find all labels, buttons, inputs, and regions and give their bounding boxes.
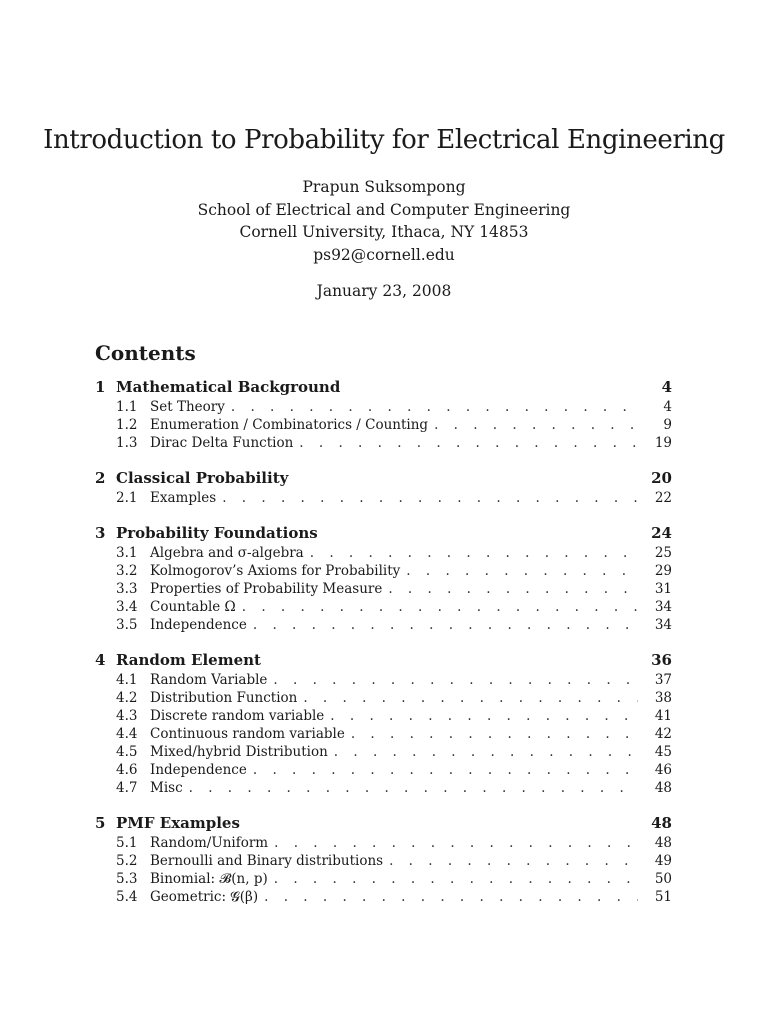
toc-subsection-row[interactable] bbox=[95, 580, 672, 598]
toc-dot-leader bbox=[189, 779, 638, 797]
toc-subsection-number: 4.3 bbox=[116, 708, 138, 724]
toc-section bbox=[95, 522, 672, 634]
toc-subsection-title: Countable Ω bbox=[150, 599, 236, 615]
toc-subsection-title: Distribution Function bbox=[150, 690, 298, 706]
toc-dot-leader bbox=[406, 562, 638, 580]
toc-subsection-number: 3.1 bbox=[116, 545, 138, 561]
toc-subsection-page: 38 bbox=[654, 690, 672, 706]
toc-subsection-row[interactable] bbox=[95, 562, 672, 580]
toc-subsection-number: 3.5 bbox=[116, 617, 138, 633]
toc-subsection-page: 41 bbox=[654, 708, 672, 724]
toc-section-row[interactable] bbox=[95, 649, 672, 671]
toc-subsection-number: 1.1 bbox=[116, 399, 138, 415]
toc-subsection-page: 19 bbox=[654, 435, 672, 451]
toc-section bbox=[95, 812, 672, 906]
toc-subsection-number: 5.1 bbox=[116, 835, 138, 851]
toc-subsection-title: Discrete random variable bbox=[150, 708, 325, 724]
toc-subsection-row[interactable] bbox=[95, 544, 672, 562]
toc-dot-leader bbox=[274, 834, 638, 852]
toc-section-page: 24 bbox=[651, 524, 672, 542]
toc-dot-leader bbox=[334, 743, 638, 761]
toc-subsection-row[interactable] bbox=[95, 725, 672, 743]
toc-subsection-page: 50 bbox=[654, 871, 672, 887]
author-university: Cornell University, Ithaca, NY 14853 bbox=[239, 223, 529, 241]
toc-dot-leader bbox=[389, 852, 638, 870]
toc-subsection-page: 22 bbox=[654, 490, 672, 506]
toc-section-row[interactable] bbox=[95, 376, 672, 398]
toc-subsection-title: Continuous random variable bbox=[150, 726, 345, 742]
toc-section-number: 4 bbox=[95, 651, 106, 669]
toc-section-number: 3 bbox=[95, 524, 106, 542]
toc-section-title: Classical Probability bbox=[116, 469, 289, 487]
contents-heading: Contents bbox=[95, 341, 196, 365]
toc-subsection-page: 51 bbox=[654, 889, 672, 905]
toc-dot-leader bbox=[264, 888, 638, 906]
toc-section-title: PMF Examples bbox=[116, 814, 240, 832]
toc-subsection-page: 37 bbox=[654, 672, 672, 688]
toc-subsection-page: 31 bbox=[654, 581, 672, 597]
toc-subsection-page: 9 bbox=[663, 417, 672, 433]
toc-section-page: 20 bbox=[651, 469, 672, 487]
toc-section-number: 1 bbox=[95, 378, 106, 396]
author-school: School of Electrical and Computer Engineering bbox=[197, 200, 571, 219]
toc-subsection-title: Random/Uniform bbox=[150, 835, 269, 851]
toc-dot-leader bbox=[388, 580, 638, 598]
toc-subsection-page: 42 bbox=[654, 726, 672, 742]
table-of-contents bbox=[95, 376, 672, 921]
toc-subsection-number: 4.7 bbox=[116, 780, 138, 796]
toc-dot-leader bbox=[231, 398, 638, 416]
toc-subsection-title: Dirac Delta Function bbox=[150, 435, 294, 451]
toc-subsection-row[interactable] bbox=[95, 689, 672, 707]
toc-subsection-page: 46 bbox=[654, 762, 672, 778]
document-date: January 23, 2008 bbox=[316, 282, 452, 300]
toc-section bbox=[95, 467, 672, 507]
toc-subsection-number: 5.4 bbox=[116, 889, 138, 905]
toc-subsection-number: 1.2 bbox=[116, 417, 138, 433]
toc-subsection-page: 34 bbox=[654, 599, 672, 615]
toc-subsection-title: Geometric: 𝓖(β) bbox=[150, 889, 259, 905]
toc-dot-leader bbox=[242, 598, 638, 616]
toc-subsection-page: 34 bbox=[654, 617, 672, 633]
toc-subsection-title: Misc bbox=[150, 780, 183, 796]
toc-subsection-number: 4.5 bbox=[116, 744, 138, 760]
toc-subsection-row[interactable] bbox=[95, 398, 672, 416]
toc-subsection-row[interactable] bbox=[95, 888, 672, 906]
toc-subsection-page: 45 bbox=[654, 744, 672, 760]
toc-subsection-number: 3.3 bbox=[116, 581, 138, 597]
toc-section-page: 4 bbox=[661, 378, 672, 396]
document-title: Introduction to Probability for Electrical Engineering bbox=[43, 125, 725, 155]
toc-section-page: 36 bbox=[651, 651, 672, 669]
toc-dot-leader bbox=[253, 616, 638, 634]
toc-subsection-title: Examples bbox=[150, 490, 217, 506]
author-name: Prapun Suksompong bbox=[302, 178, 466, 196]
toc-section-number: 5 bbox=[95, 814, 106, 832]
toc-dot-leader bbox=[253, 761, 638, 779]
toc-subsection-row[interactable] bbox=[95, 416, 672, 434]
toc-subsection-title: Set Theory bbox=[150, 399, 225, 415]
toc-subsection-number: 4.6 bbox=[116, 762, 138, 778]
toc-subsection-title: Binomial: 𝓑(n, p) bbox=[150, 871, 268, 887]
toc-section-title: Mathematical Background bbox=[116, 378, 341, 396]
toc-subsection-number: 1.3 bbox=[116, 435, 138, 451]
toc-subsection-title: Algebra and σ-algebra bbox=[150, 545, 304, 561]
toc-dot-leader bbox=[434, 416, 638, 434]
toc-subsection-title: Independence bbox=[150, 617, 247, 633]
toc-section-page: 48 bbox=[651, 814, 672, 832]
toc-subsection-page: 4 bbox=[663, 399, 672, 415]
toc-section-row[interactable] bbox=[95, 522, 672, 544]
toc-subsection-number: 4.1 bbox=[116, 672, 138, 688]
toc-subsection-row[interactable] bbox=[95, 616, 672, 634]
toc-dot-leader bbox=[274, 870, 638, 888]
toc-subsection-number: 3.4 bbox=[116, 599, 138, 615]
toc-subsection-number: 3.2 bbox=[116, 563, 138, 579]
toc-subsection-row[interactable] bbox=[95, 834, 672, 852]
toc-dot-leader bbox=[351, 725, 638, 743]
toc-subsection-row[interactable] bbox=[95, 489, 672, 507]
toc-subsection-page: 48 bbox=[654, 780, 672, 796]
toc-section-row[interactable] bbox=[95, 812, 672, 834]
toc-subsection-number: 5.2 bbox=[116, 853, 138, 869]
toc-subsection-title: Mixed/hybrid Distribution bbox=[150, 744, 328, 760]
toc-subsection-row[interactable] bbox=[95, 598, 672, 616]
toc-subsection-number: 5.3 bbox=[116, 871, 138, 887]
toc-dot-leader bbox=[310, 544, 638, 562]
toc-dot-leader bbox=[303, 689, 638, 707]
toc-section-number: 2 bbox=[95, 469, 106, 487]
toc-subsection-row[interactable] bbox=[95, 671, 672, 689]
toc-section-title: Random Element bbox=[116, 651, 261, 669]
toc-subsection-number: 4.4 bbox=[116, 726, 138, 742]
toc-subsection-title: Independence bbox=[150, 762, 247, 778]
toc-section bbox=[95, 376, 672, 452]
toc-subsection-title: Random Variable bbox=[150, 672, 268, 688]
toc-subsection-row[interactable] bbox=[95, 870, 672, 888]
toc-dot-leader bbox=[330, 707, 638, 725]
toc-section bbox=[95, 649, 672, 797]
toc-subsection-number: 4.2 bbox=[116, 690, 138, 706]
author-block bbox=[0, 176, 768, 266]
toc-subsection-row[interactable] bbox=[95, 707, 672, 725]
toc-subsection-row[interactable] bbox=[95, 779, 672, 797]
toc-subsection-title: Properties of Probability Measure bbox=[150, 581, 383, 597]
toc-subsection-page: 49 bbox=[654, 853, 672, 869]
toc-dot-leader bbox=[273, 671, 638, 689]
toc-subsection-number: 2.1 bbox=[116, 490, 138, 506]
toc-subsection-page: 25 bbox=[654, 545, 672, 561]
toc-dot-leader bbox=[299, 434, 638, 452]
toc-subsection-row[interactable] bbox=[95, 743, 672, 761]
toc-subsection-title: Kolmogorov’s Axioms for Probability bbox=[150, 563, 401, 579]
toc-section-row[interactable] bbox=[95, 467, 672, 489]
toc-subsection-page: 29 bbox=[654, 563, 672, 579]
toc-subsection-row[interactable] bbox=[95, 852, 672, 870]
toc-subsection-title: Enumeration / Combinatorics / Counting bbox=[150, 417, 429, 433]
toc-subsection-page: 48 bbox=[654, 835, 672, 851]
author-email: ps92@cornell.edu bbox=[313, 245, 455, 264]
toc-subsection-row[interactable] bbox=[95, 761, 672, 779]
toc-subsection-title: Bernoulli and Binary distributions bbox=[150, 853, 384, 869]
toc-section-title: Probability Foundations bbox=[116, 524, 318, 542]
toc-dot-leader bbox=[222, 489, 638, 507]
toc-subsection-row[interactable] bbox=[95, 434, 672, 452]
